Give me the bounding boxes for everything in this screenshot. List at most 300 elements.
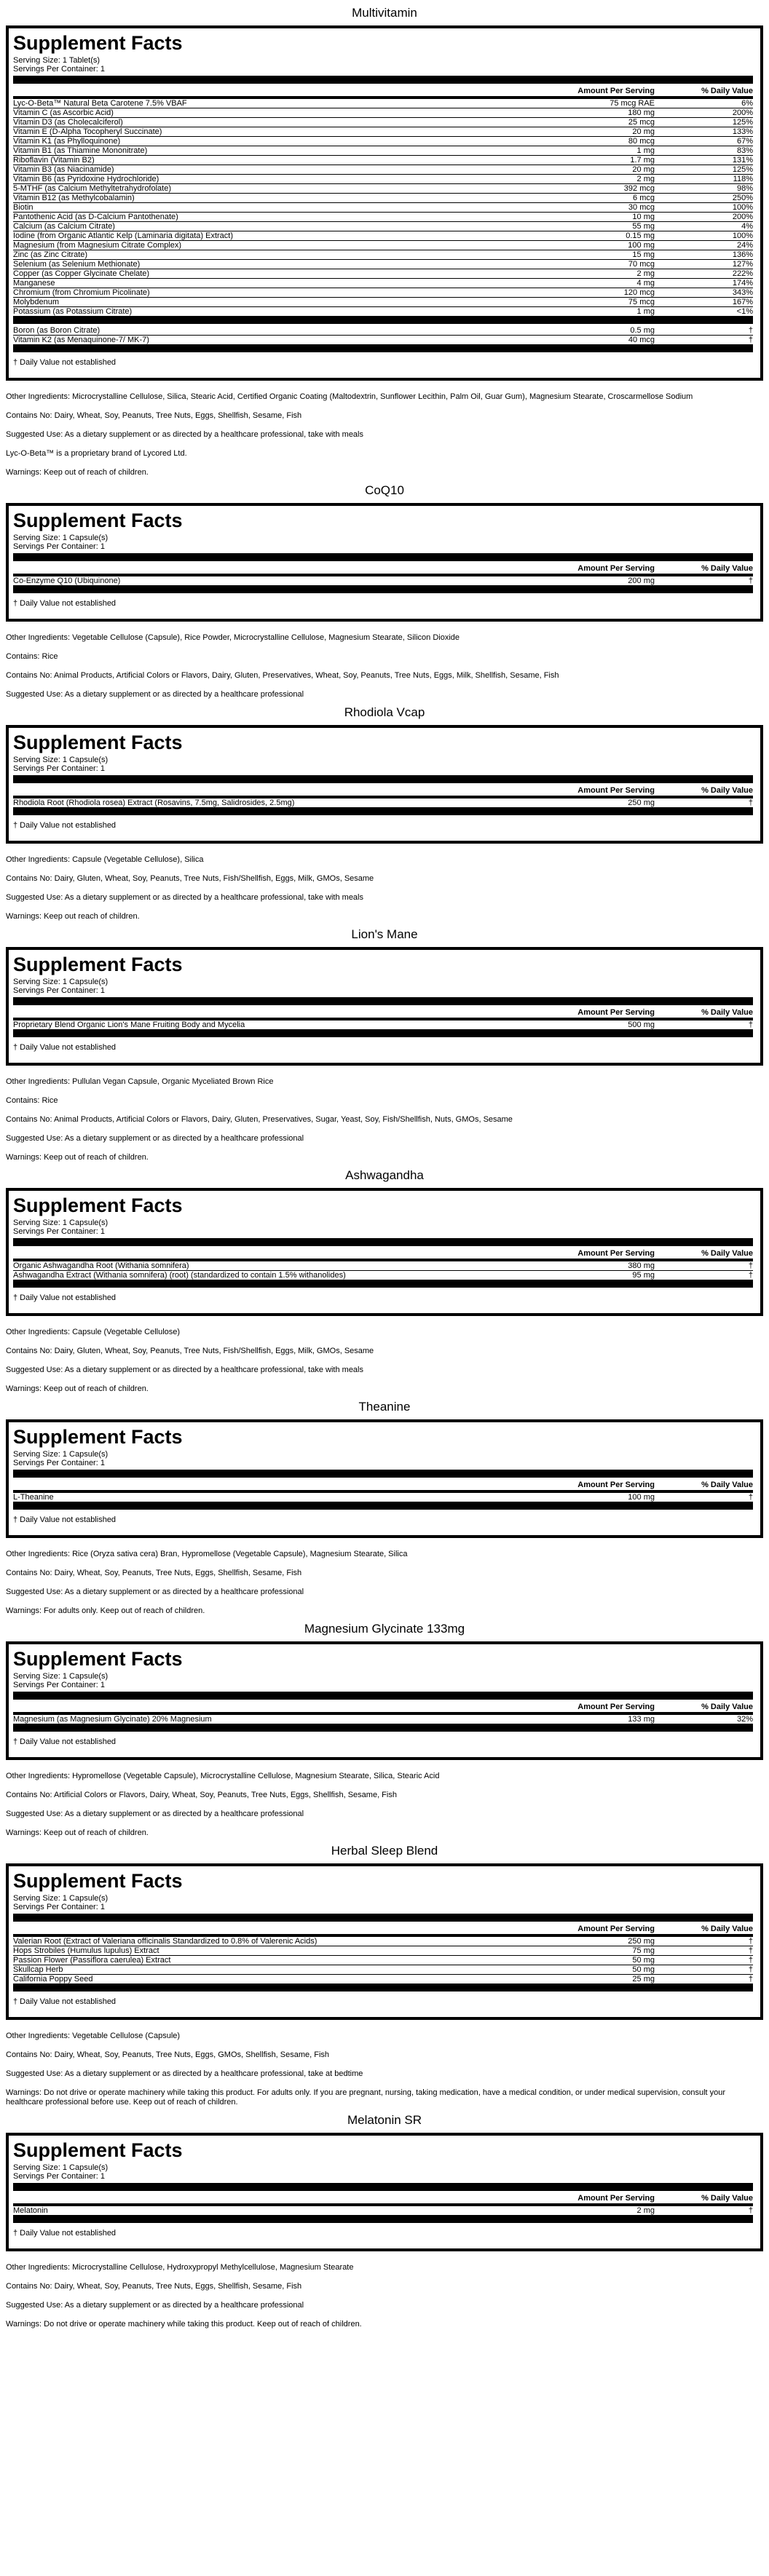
- dv-column-header: % Daily Value: [655, 1923, 753, 1935]
- name-column-header: [13, 85, 545, 98]
- note-paragraph: Contains: Rice: [6, 652, 58, 661]
- table-row: [13, 203, 753, 213]
- note-paragraph: Suggested Use: As a dietary supplement or as directed by a healthcare professional, take at bedtime: [6, 2069, 363, 2078]
- nutrient-table: [13, 1923, 753, 1983]
- serving-size: Serving Size: 1 Capsule(s): [13, 1672, 109, 1681]
- divider-bar: [13, 1502, 753, 1510]
- ingredient-daily-value: 100%: [655, 231, 753, 241]
- name-column-header: [13, 1007, 545, 1019]
- table-header-row: [13, 1701, 753, 1713]
- dv-column-header: % Daily Value: [655, 1479, 753, 1491]
- note-paragraph: Other Ingredients: Vegetable Cellulose (Capsule): [6, 2032, 181, 2040]
- table-row: [13, 1019, 753, 1029]
- ingredient-daily-value: 118%: [655, 175, 753, 184]
- ingredient-name: Molybdenum: [13, 298, 545, 307]
- table-row: [13, 288, 753, 298]
- ingredient-name: Boron (as Boron Citrate): [13, 326, 545, 336]
- table-row: [13, 326, 753, 336]
- ingredient-name: Vitamin B1 (as Thiamine Mononitrate): [13, 146, 545, 156]
- top-divider-bar: [13, 1914, 753, 1922]
- note-paragraph: Other Ingredients: Capsule (Vegetable Cellulose), Silica: [6, 855, 204, 864]
- table-row: [13, 298, 753, 307]
- ingredient-name: Ashwagandha Extract (Withania somnifera) (root) (standardized to contain 1.5% withanolides): [13, 1271, 346, 1280]
- divider-bar: [13, 1029, 753, 1037]
- serving-size: Serving Size: 1 Capsule(s): [13, 756, 109, 764]
- ingredient-amount: 2 mg: [636, 2206, 655, 2215]
- table-row: [13, 231, 753, 241]
- table-row: [13, 127, 753, 137]
- supplement-facts-panel: [6, 25, 763, 381]
- table-row: [13, 307, 753, 317]
- ingredient-amount: 2 mg: [545, 269, 655, 279]
- ingredient-name: Pantothenic Acid (as D-Calcium Pantothenate): [13, 213, 545, 222]
- note-paragraph: Suggested Use: As a dietary supplement or as directed by a healthcare professional: [6, 2301, 304, 2310]
- table-row: [13, 2205, 753, 2215]
- ingredient-daily-value: 127%: [655, 260, 753, 269]
- note-paragraph: Contains No: Dairy, Wheat, Soy, Peanuts, Tree Nuts, Eggs, Shellfish, Sesame, Fish: [6, 411, 302, 420]
- serving-size: Serving Size: 1 Capsule(s): [13, 978, 109, 986]
- ingredient-daily-value: †: [655, 326, 753, 336]
- ingredient-amount: 50 mg: [545, 1956, 655, 1965]
- name-column-header: [13, 1923, 545, 1935]
- ingredient-amount: 380 mg: [545, 1260, 655, 1271]
- divider-bar: [13, 585, 753, 593]
- table-header-row: [13, 85, 753, 98]
- daily-value-footnote: † Daily Value not established: [13, 1997, 117, 2006]
- servings-per-container: Servings Per Container: 1: [13, 542, 105, 551]
- amount-column-header: Amount Per Serving: [545, 563, 655, 575]
- ingredient-name: Chromium (from Chromium Picolinate): [13, 288, 545, 298]
- product-notes: [0, 1077, 769, 1162]
- nutrient-table: [13, 1007, 753, 1029]
- servings-per-container: Servings Per Container: 1: [13, 1681, 105, 1689]
- table-row: [13, 279, 753, 288]
- ingredient-daily-value: 133%: [655, 127, 753, 137]
- product-notes: [0, 855, 769, 922]
- table-row: [13, 250, 753, 260]
- daily-value-footnote: † Daily Value not established: [13, 1515, 117, 1524]
- daily-value-footnote: † Daily Value not established: [13, 1043, 117, 1052]
- ingredient-name: Proprietary Blend Organic Lion's Mane Fruiting Body and Mycelia: [13, 1021, 245, 1029]
- table-header-row: [13, 1923, 753, 1935]
- ingredient-daily-value: †: [748, 798, 753, 807]
- product-notes: [0, 1328, 769, 1394]
- dv-column-header: % Daily Value: [655, 1701, 753, 1713]
- table-row: [13, 165, 753, 175]
- serving-size: Serving Size: 1 Capsule(s): [13, 1218, 109, 1227]
- product-title: Ashwagandha: [345, 1168, 424, 1182]
- product-notes: [0, 633, 769, 700]
- serving-size: Serving Size: 1 Capsule(s): [13, 1894, 109, 1903]
- name-column-header: [13, 785, 545, 797]
- table-row: [13, 260, 753, 269]
- ingredient-name: California Poppy Seed: [13, 1975, 93, 1983]
- divider-bar: [13, 1724, 753, 1732]
- ingredient-amount: 4 mg: [545, 279, 655, 288]
- note-paragraph: Contains No: Animal Products, Artificial Colors or Flavors, Dairy, Gluten, Preservatives, Wheat, Soy, Peanuts, Tree Nuts, Eggs, Milk, Shellfish, Sesame, Fish: [6, 671, 559, 680]
- table-row: [13, 98, 753, 108]
- amount-column-header: Amount Per Serving: [545, 1007, 655, 1019]
- facts-heading: Supplement Facts: [13, 32, 183, 54]
- supplement-facts-panel: [6, 1419, 763, 1538]
- table-row: [13, 1260, 753, 1271]
- ingredient-name: Lyc-O-Beta™ Natural Beta Carotene 7.5% VBAF: [13, 98, 545, 108]
- table-row: [13, 1975, 753, 1984]
- table-row: [13, 146, 753, 156]
- ingredient-daily-value: †: [748, 576, 753, 585]
- ingredient-name: Manganese: [13, 279, 545, 288]
- ingredient-daily-value: 343%: [655, 288, 753, 298]
- ingredient-daily-value: 136%: [655, 250, 753, 260]
- daily-value-footnote: † Daily Value not established: [13, 599, 117, 608]
- ingredient-name: Valerian Root (Extract of Valeriana officinalis Standardized to 0.8% of Valerenic Acids): [13, 1935, 545, 1946]
- table-row: [13, 241, 753, 250]
- facts-heading: Supplement Facts: [13, 1426, 183, 1448]
- top-divider-bar: [13, 553, 753, 561]
- ingredient-name: Biotin: [13, 203, 545, 213]
- ingredient-daily-value: †: [655, 1956, 753, 1965]
- ingredient-amount: 1.7 mg: [545, 156, 655, 165]
- table-row: [13, 175, 753, 184]
- note-paragraph: Suggested Use: As a dietary supplement or as directed by a healthcare professional, take with meals: [6, 430, 363, 439]
- servings-per-container: Servings Per Container: 1: [13, 2172, 105, 2181]
- ingredient-amount: 75 mg: [545, 1946, 655, 1956]
- ingredient-name: Vitamin K1 (as Phylloquinone): [13, 137, 545, 146]
- ingredient-daily-value: †: [748, 1975, 753, 1983]
- ingredient-name: Hops Strobiles (Humulus lupulus) Extract: [13, 1946, 545, 1956]
- ingredient-amount: 0.15 mg: [545, 231, 655, 241]
- table-row: [13, 575, 753, 585]
- ingredient-daily-value: 250%: [655, 194, 753, 203]
- ingredient-name: Riboflavin (Vitamin B2): [13, 156, 545, 165]
- note-paragraph: Warnings: Keep out of reach of children.: [6, 468, 149, 477]
- amount-column-header: Amount Per Serving: [545, 1479, 655, 1491]
- ingredient-amount: 200 mg: [628, 576, 655, 585]
- ingredient-amount: 80 mcg: [545, 137, 655, 146]
- ingredient-name: Vitamin C (as Ascorbic Acid): [13, 108, 545, 118]
- product-section: [0, 1844, 769, 2107]
- amount-column-header: Amount Per Serving: [545, 1923, 655, 1935]
- supplement-facts-panel: [6, 725, 763, 844]
- product-section: [0, 483, 769, 700]
- product-notes: [0, 1550, 769, 1616]
- product-title: Multivitamin: [352, 6, 417, 20]
- serving-size: Serving Size: 1 Capsule(s): [13, 2163, 109, 2172]
- table-row: [13, 1946, 753, 1956]
- dv-column-header: % Daily Value: [655, 2192, 753, 2205]
- note-paragraph: Other Ingredients: Vegetable Cellulose (Capsule), Rice Powder, Microcrystalline Cellulose, Magnesium Stearate, Silicon Dioxide: [6, 633, 460, 642]
- note-paragraph: Warnings: For adults only. Keep out of reach of children.: [6, 1606, 205, 1615]
- servings-per-container: Servings Per Container: 1: [13, 764, 105, 773]
- amount-column-header: Amount Per Serving: [545, 85, 655, 98]
- product-title: Rhodiola Vcap: [344, 705, 425, 719]
- table-row: [13, 797, 753, 807]
- name-column-header: [13, 1701, 545, 1713]
- table-row: [13, 269, 753, 279]
- ingredient-amount: 20 mg: [545, 165, 655, 175]
- amount-column-header: Amount Per Serving: [545, 2192, 655, 2205]
- product-title: Herbal Sleep Blend: [331, 1844, 438, 1858]
- ingredient-name: Vitamin B3 (as Niacinamide): [13, 165, 545, 175]
- servings-per-container: Servings Per Container: 1: [13, 1903, 105, 1911]
- facts-heading: Supplement Facts: [13, 1194, 183, 1216]
- ingredient-daily-value: 200%: [655, 213, 753, 222]
- ingredient-daily-value: 100%: [655, 203, 753, 213]
- divider-bar: [13, 344, 753, 352]
- name-column-header: [13, 1248, 545, 1260]
- ingredient-amount: 15 mg: [545, 250, 655, 260]
- top-divider-bar: [13, 2183, 753, 2191]
- daily-value-footnote: † Daily Value not established: [13, 1737, 117, 1746]
- product-notes: [0, 2263, 769, 2329]
- ingredient-name: Rhodiola Root (Rhodiola rosea) Extract (Rosavins, 7.5mg, Salidrosides, 2.5mg): [13, 798, 295, 807]
- note-paragraph: Warnings: Keep out of reach of children.: [6, 1153, 149, 1162]
- note-paragraph: Contains No: Dairy, Gluten, Wheat, Soy, Peanuts, Tree Nuts, Fish/Shellfish, Eggs, Milk, GMOs, Sesame: [6, 874, 374, 883]
- ingredient-amount: 120 mcg: [545, 288, 655, 298]
- ingredient-daily-value: 24%: [655, 241, 753, 250]
- product-title: Melatonin SR: [347, 2113, 422, 2127]
- product-section: [0, 2113, 769, 2329]
- table-row: [13, 222, 753, 231]
- ingredient-name: 5-MTHF (as Calcium Methyltetrahydrofolate): [13, 184, 545, 194]
- dv-column-header: % Daily Value: [655, 85, 753, 98]
- ingredient-daily-value: †: [748, 1493, 753, 1502]
- note-paragraph: Other Ingredients: Microcrystalline Cellulose, Hydroxypropyl Methylcellulose, Magnesium Stearate: [6, 2263, 354, 2272]
- ingredient-name: Vitamin K2 (as Menaquinone-7/ MK-7): [13, 336, 149, 344]
- ingredient-name: Vitamin E (D-Alpha Tocopheryl Succinate): [13, 127, 545, 137]
- ingredient-name: Passion Flower (Passiflora caerulea) Extract: [13, 1956, 545, 1965]
- nutrient-table: [13, 1248, 753, 1280]
- servings-per-container: Servings Per Container: 1: [13, 65, 105, 74]
- ingredient-name: Potassium (as Potassium Citrate): [13, 307, 133, 316]
- ingredient-amount: 40 mcg: [628, 336, 655, 344]
- amount-column-header: Amount Per Serving: [545, 1701, 655, 1713]
- ingredient-amount: 75 mcg RAE: [545, 98, 655, 108]
- table-row: [13, 1491, 753, 1502]
- note-paragraph: Suggested Use: As a dietary supplement or as directed by a healthcare professional: [6, 1134, 304, 1143]
- product-section: [0, 6, 769, 477]
- note-paragraph: Other Ingredients: Capsule (Vegetable Cellulose): [6, 1328, 181, 1336]
- supplement-facts-panel: [6, 1863, 763, 2020]
- ingredient-amount: 0.5 mg: [545, 326, 655, 336]
- ingredient-daily-value: 125%: [655, 118, 753, 127]
- servings-per-container: Servings Per Container: 1: [13, 1227, 105, 1236]
- serving-size: Serving Size: 1 Capsule(s): [13, 1450, 109, 1459]
- dv-column-header: % Daily Value: [655, 1007, 753, 1019]
- ingredient-name: Organic Ashwagandha Root (Withania somnifera): [13, 1260, 545, 1271]
- ingredient-daily-value: 67%: [655, 137, 753, 146]
- ingredient-daily-value: †: [748, 2206, 753, 2215]
- name-column-header: [13, 563, 545, 575]
- nutrient-table-no-dv: [13, 326, 753, 344]
- nutrient-table: [13, 563, 753, 585]
- product-notes: [0, 392, 769, 477]
- ingredient-daily-value: †: [655, 1260, 753, 1271]
- note-paragraph: Suggested Use: As a dietary supplement or as directed by a healthcare professional, take with meals: [6, 893, 363, 902]
- ingredient-name: Iodine (from Organic Atlantic Kelp (Laminaria digitata) Extract): [13, 231, 545, 241]
- note-paragraph: Warnings: Keep out of reach of children.: [6, 1828, 149, 1837]
- table-row: [13, 336, 753, 345]
- note-paragraph: Contains No: Dairy, Wheat, Soy, Peanuts, Tree Nuts, Eggs, Shellfish, Sesame, Fish: [6, 1569, 302, 1577]
- facts-heading: Supplement Facts: [13, 954, 183, 975]
- servings-per-container: Servings Per Container: 1: [13, 1459, 105, 1467]
- daily-value-footnote: † Daily Value not established: [13, 1293, 117, 1302]
- ingredient-name: Vitamin B6 (as Pyridoxine Hydrochloride): [13, 175, 545, 184]
- ingredient-daily-value: 4%: [655, 222, 753, 231]
- dv-column-header: % Daily Value: [655, 785, 753, 797]
- ingredient-name: Melatonin: [13, 2206, 48, 2215]
- note-paragraph: Other Ingredients: Hypromellose (Vegetable Capsule), Microcrystalline Cellulose, Magnesium Stearate, Silica, Stearic Acid: [6, 1772, 440, 1780]
- table-row: [13, 1271, 753, 1280]
- ingredient-amount: 1 mg: [545, 146, 655, 156]
- ingredient-daily-value: 200%: [655, 108, 753, 118]
- note-paragraph: Suggested Use: As a dietary supplement or as directed by a healthcare professional: [6, 690, 304, 699]
- ingredient-amount: 10 mg: [545, 213, 655, 222]
- table-row: [13, 1713, 753, 1724]
- table-header-row: [13, 2192, 753, 2205]
- table-header-row: [13, 1007, 753, 1019]
- nutrient-table: [13, 1701, 753, 1724]
- name-column-header: [13, 1479, 545, 1491]
- product-title: Lion's Mane: [351, 927, 418, 941]
- ingredient-name: Co-Enzyme Q10 (Ubiquinone): [13, 576, 121, 585]
- divider-bar: [13, 2215, 753, 2223]
- dv-column-header: % Daily Value: [655, 563, 753, 575]
- table-row: [13, 184, 753, 194]
- product-title: Theanine: [358, 1400, 411, 1414]
- ingredient-amount: 75 mcg: [545, 298, 655, 307]
- ingredient-amount: 55 mg: [545, 222, 655, 231]
- ingredient-amount: 25 mcg: [545, 118, 655, 127]
- top-divider-bar: [13, 1470, 753, 1478]
- note-paragraph: Other Ingredients: Microcrystalline Cellulose, Silica, Stearic Acid, Certified Organic Coating (Maltodextrin, Sunflower Lecithin, Palm Oil, Guar Gum), Magnesium Stearate, Croscarmellose Sodium: [6, 392, 693, 401]
- table-row: [13, 1935, 753, 1946]
- note-paragraph: Contains No: Dairy, Gluten, Wheat, Soy, Peanuts, Tree Nuts, Fish/Shellfish, Eggs, Milk, GMOs, Sesame: [6, 1347, 374, 1355]
- divider-bar: [13, 316, 753, 324]
- note-paragraph: Suggested Use: As a dietary supplement or as directed by a healthcare professional, take with meals: [6, 1366, 363, 1374]
- product-section: [0, 1168, 769, 1394]
- ingredient-daily-value: 6%: [655, 98, 753, 108]
- table-row: [13, 213, 753, 222]
- note-paragraph: Suggested Use: As a dietary supplement or as directed by a healthcare professional: [6, 1588, 304, 1596]
- product-section: [0, 927, 769, 1162]
- note-paragraph: Warnings: Keep out reach of children.: [6, 912, 140, 921]
- supplement-facts-panel: [6, 1188, 763, 1316]
- product-title: Magnesium Glycinate 133mg: [304, 1622, 465, 1636]
- serving-size: Serving Size: 1 Tablet(s): [13, 56, 100, 65]
- ingredient-amount: 25 mg: [632, 1975, 655, 1983]
- ingredient-amount: 250 mg: [628, 798, 655, 807]
- ingredient-amount: 70 mcg: [545, 260, 655, 269]
- note-paragraph: Contains: Rice: [6, 1096, 58, 1105]
- daily-value-footnote: † Daily Value not established: [13, 358, 117, 367]
- ingredient-amount: 100 mg: [545, 241, 655, 250]
- nutrient-table: [13, 85, 753, 316]
- top-divider-bar: [13, 775, 753, 783]
- ingredient-amount: 2 mg: [545, 175, 655, 184]
- ingredient-daily-value: 83%: [655, 146, 753, 156]
- ingredient-daily-value: <1%: [736, 307, 753, 316]
- note-paragraph: Other Ingredients: Rice (Oryza sativa cera) Bran, Hypromellose (Vegetable Capsule), Magnesium Stearate, Silica: [6, 1550, 408, 1558]
- supplement-facts-panel: [6, 2133, 763, 2251]
- note-paragraph: Contains No: Dairy, Wheat, Soy, Peanuts, Tree Nuts, Eggs, GMOs, Shellfish, Sesame, Fish: [6, 2050, 330, 2059]
- product-section: [0, 705, 769, 922]
- supplement-facts-panel: [6, 947, 763, 1066]
- ingredient-daily-value: 32%: [736, 1715, 753, 1724]
- ingredient-name: Vitamin B12 (as Methylcobalamin): [13, 194, 545, 203]
- product-notes: [0, 2032, 769, 2107]
- ingredient-daily-value: †: [748, 1271, 753, 1280]
- ingredient-name: Zinc (as Zinc Citrate): [13, 250, 545, 260]
- divider-bar: [13, 1983, 753, 1992]
- table-header-row: [13, 1248, 753, 1260]
- nutrient-table: [13, 1479, 753, 1502]
- ingredient-amount: 180 mg: [545, 108, 655, 118]
- ingredient-name: L-Theanine: [13, 1493, 54, 1502]
- servings-per-container: Servings Per Container: 1: [13, 986, 105, 995]
- note-paragraph: Contains No: Artificial Colors or Flavors, Dairy, Wheat, Soy, Peanuts, Tree Nuts, Eggs, Shellfish, Sesame, Fish: [6, 1791, 397, 1799]
- product-notes: [0, 1772, 769, 1838]
- ingredient-amount: 250 mg: [545, 1935, 655, 1946]
- ingredient-daily-value: 167%: [655, 298, 753, 307]
- daily-value-footnote: † Daily Value not established: [13, 2229, 117, 2238]
- product-title: CoQ10: [365, 483, 404, 497]
- ingredient-daily-value: 174%: [655, 279, 753, 288]
- ingredient-amount: 133 mg: [628, 1715, 655, 1724]
- table-row: [13, 1965, 753, 1975]
- ingredient-amount: 50 mg: [545, 1965, 655, 1975]
- ingredient-amount: 95 mg: [632, 1271, 655, 1280]
- ingredient-daily-value: †: [655, 1935, 753, 1946]
- top-divider-bar: [13, 1692, 753, 1700]
- note-paragraph: Warnings: Do not drive or operate machinery while taking this product. Keep out of reach of children.: [6, 2320, 362, 2329]
- ingredient-name: Selenium (as Selenium Methionate): [13, 260, 545, 269]
- note-paragraph: Warnings: Do not drive or operate machinery while taking this product. For adults only. If you are pregnant, nursing, taking medication, have a medical condition, or under medical supervision, consult your healthcare professional before use. Keep out of reach of children.: [6, 2088, 726, 2107]
- daily-value-footnote: † Daily Value not established: [13, 821, 117, 830]
- ingredient-name: Skullcap Herb: [13, 1965, 545, 1975]
- ingredient-name: Calcium (as Calcium Citrate): [13, 222, 545, 231]
- table-row: [13, 1956, 753, 1965]
- ingredient-daily-value: 222%: [655, 269, 753, 279]
- top-divider-bar: [13, 76, 753, 84]
- divider-bar: [13, 807, 753, 815]
- table-row: [13, 137, 753, 146]
- note-paragraph: Other Ingredients: Pullulan Vegan Capsule, Organic Myceliated Brown Rice: [6, 1077, 274, 1086]
- ingredient-amount: 30 mcg: [545, 203, 655, 213]
- nutrient-table: [13, 785, 753, 807]
- note-paragraph: Contains No: Dairy, Wheat, Soy, Peanuts, Tree Nuts, Eggs, Shellfish, Sesame, Fish: [6, 2282, 302, 2291]
- facts-heading: Supplement Facts: [13, 2139, 183, 2161]
- facts-heading: Supplement Facts: [13, 510, 183, 531]
- ingredient-amount: 6 mcg: [545, 194, 655, 203]
- ingredient-daily-value: 98%: [655, 184, 753, 194]
- divider-bar: [13, 1280, 753, 1288]
- ingredient-daily-value: †: [655, 1946, 753, 1956]
- top-divider-bar: [13, 1238, 753, 1246]
- ingredient-daily-value: 131%: [655, 156, 753, 165]
- ingredient-daily-value: †: [748, 1021, 753, 1029]
- facts-heading: Supplement Facts: [13, 732, 183, 753]
- ingredient-daily-value: †: [655, 1965, 753, 1975]
- supplement-facts-panel: [6, 1641, 763, 1760]
- name-column-header: [13, 2192, 545, 2205]
- supplement-facts-panel: [6, 503, 763, 622]
- nutrient-table: [13, 2192, 753, 2215]
- ingredient-amount: 392 mcg: [545, 184, 655, 194]
- note-paragraph: Lyc-O-Beta™ is a proprietary brand of Lycored Ltd.: [6, 449, 187, 458]
- note-paragraph: Suggested Use: As a dietary supplement or as directed by a healthcare professional: [6, 1810, 304, 1818]
- product-section: [0, 1622, 769, 1838]
